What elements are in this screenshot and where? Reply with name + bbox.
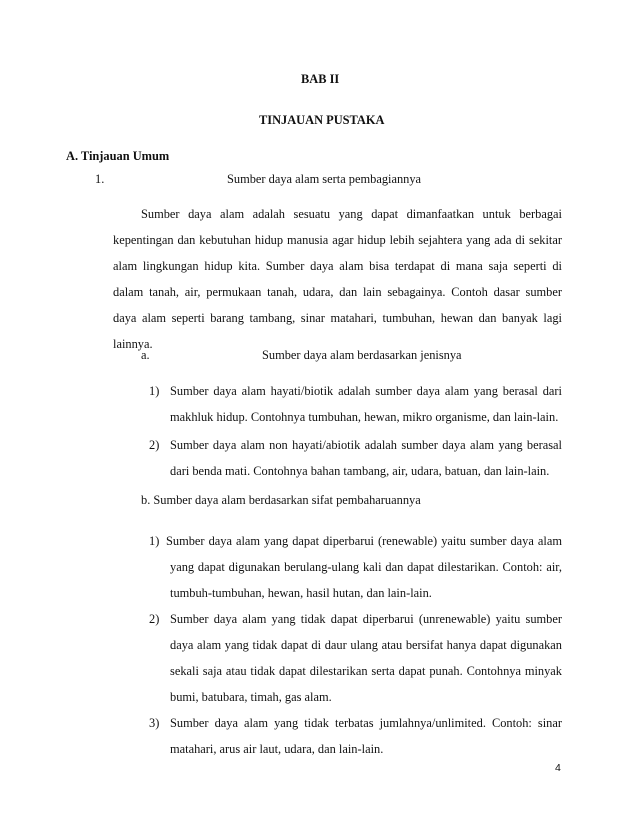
list-item-line: Sumber daya alam yang dapat diperbarui (renewable) yaitu sumber daya alam (166, 534, 562, 548)
list-item-line: bumi, batubara, timah, gas alam. (170, 690, 332, 704)
item-1-number: 1. (95, 172, 105, 186)
page-number: 4 (555, 762, 561, 774)
list-number: 2) (149, 438, 160, 452)
list-item-line: dari benda mati. Contohnya bahan tambang, air, udara, batuan, dan lain-lain. (170, 464, 550, 478)
paragraph-line: daya alam seperti barang tambang, sinar matahari, tumbuhan, hewan dan banyak lagi (113, 311, 562, 325)
paragraph-line: dalam tanah, air, permukaan tanah, udara, dan lain sebagainya. Contoh dasar sumber (113, 285, 562, 299)
list-item-line: sekali saja atau tidak dapat dilestarikan serta dapat punah. Contohnya minyak (170, 664, 562, 678)
sub-a-title: Sumber daya alam berdasarkan jenisnya (262, 348, 462, 362)
list-item-line: tumbuh-tumbuhan, hewan, hasil hutan, dan lain-lain. (170, 586, 432, 600)
paragraph-line: alam lingkungan hidup kita. Sumber daya alam bisa terdapat di mana saja seperti di (113, 259, 562, 273)
paragraph-line: Sumber daya alam adalah sesuatu yang dapat dimanfaatkan untuk berbagai (141, 207, 562, 221)
list-item-line: yang dapat digunakan berulang-ulang kali dan dapat dilestarikan. Contoh: air, (170, 560, 562, 574)
list-item-line: makhluk hidup. Contohnya tumbuhan, hewan, mikro organisme, dan lain-lain. (170, 410, 559, 424)
sub-a-number: a. (141, 348, 150, 362)
list-number: 1) (149, 534, 160, 548)
list-number: 3) (149, 716, 160, 730)
list-item-line: daya alam yang tidak dapat di daur ulang atau bersifat hanya dapat digunakan (170, 638, 562, 652)
heading-a: A. Tinjauan Umum (66, 149, 170, 163)
section-title: TINJAUAN PUSTAKA (259, 113, 385, 127)
chapter-label: BAB II (301, 72, 340, 86)
list-item-line: Sumber daya alam hayati/biotik adalah sumber daya alam yang berasal dari (170, 384, 562, 398)
list-item-line: Sumber daya alam non hayati/abiotik adalah sumber daya alam yang berasal (170, 438, 562, 452)
list-item-line: Sumber daya alam yang tidak dapat diperbarui (unrenewable) yaitu sumber (170, 612, 562, 626)
item-1-title: Sumber daya alam serta pembagiannya (227, 172, 422, 186)
list-item-line: matahari, arus air laut, udara, dan lain-lain. (170, 742, 384, 756)
sub-b-title: b. Sumber daya alam berdasarkan sifat pembaharuannya (141, 493, 421, 507)
list-item-line: Sumber daya alam yang tidak terbatas jumlahnya/unlimited. Contoh: sinar (170, 716, 562, 730)
paragraph-line: lainnya. (113, 337, 153, 351)
paragraph-line: kepentingan dan kebutuhan hidup manusia agar hidup lebih sejahtera yang ada di sekitar (113, 233, 562, 247)
list-number: 1) (149, 384, 160, 398)
list-number: 2) (149, 612, 160, 626)
